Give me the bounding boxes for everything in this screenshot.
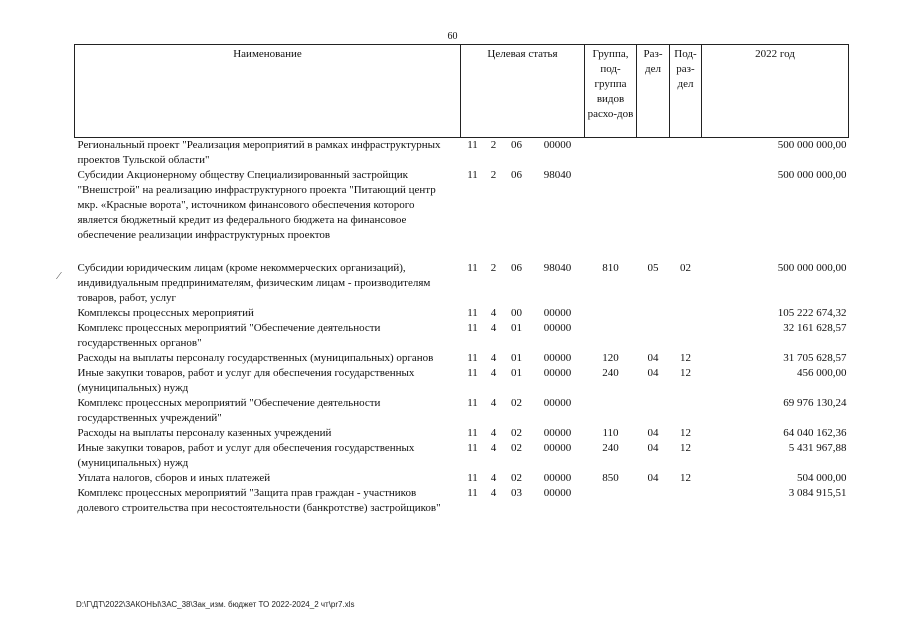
- target-code-3: 03: [511, 487, 522, 499]
- section-code: 04: [647, 367, 659, 379]
- target-code-4: 98040: [543, 169, 572, 181]
- target-code-3: 06: [511, 262, 522, 274]
- subsection-code: 12: [680, 442, 691, 454]
- target-code-2: 2: [490, 169, 497, 181]
- expense-group: [585, 168, 637, 261]
- target-code-4: 00000: [543, 307, 572, 319]
- section-code: [637, 486, 670, 516]
- table-row: [75, 396, 849, 426]
- page-number: 60: [447, 31, 458, 42]
- target-code-4: 00000: [543, 472, 572, 484]
- target-code-3: 02: [511, 397, 522, 409]
- header-expense-group: Группа, под-группа видов расхо-дов: [585, 45, 637, 138]
- expense-group: 850: [602, 472, 619, 484]
- row-name: Уплата налогов, сборов и иных платежей: [77, 472, 271, 484]
- target-code-3: 06: [511, 139, 522, 151]
- header-subsection: Под-раз-дел: [670, 45, 702, 138]
- expense-group: [585, 486, 637, 516]
- target-code-1: 11: [467, 352, 478, 364]
- target-code-3: 02: [511, 442, 522, 454]
- row-name: Расходы на выплаты персоналу казенных учреждений: [77, 427, 332, 439]
- amount-2022: 105 222 674,32: [777, 307, 847, 319]
- target-code-4: 98040: [543, 262, 572, 274]
- target-code-1: 11: [467, 442, 478, 454]
- target-code-4: 00000: [543, 367, 572, 379]
- expense-group: 120: [602, 352, 619, 364]
- target-code-4: 00000: [543, 397, 572, 409]
- target-code-1: 11: [467, 397, 478, 409]
- row-name: Комплексы процессных мероприятий: [77, 307, 254, 319]
- row-name: Региональный проект "Реализация мероприятий в рамках инфраструктурных проектов Тульской области": [77, 139, 441, 166]
- scan-artifact: ⁄: [58, 270, 60, 282]
- subsection-code: [670, 138, 702, 169]
- table-row: [75, 351, 849, 366]
- expense-group: [585, 321, 637, 351]
- header-name: Наименование: [75, 45, 461, 138]
- row-name: Комплекс процессных мероприятий "Обеспечение деятельности государственных учреждений": [77, 397, 381, 424]
- footer-file-path: D:\Г\ДТ\2022\ЗАКОНЫ\ЗАС_38\Зак_изм. бюджет ТО 2022-2024_2 чт\pr7.xls: [76, 600, 355, 609]
- table-row: [75, 426, 849, 441]
- target-code-2: 2: [490, 139, 497, 151]
- section-code: [637, 168, 670, 261]
- expense-group: 240: [602, 442, 619, 454]
- section-code: 04: [647, 442, 659, 454]
- target-code-1: 11: [467, 139, 478, 151]
- target-code-2: 4: [490, 442, 497, 454]
- target-code-1: 11: [467, 169, 478, 181]
- row-name: Субсидии Акционерному обществу Специализированный застройщик "Внешстрой" на реализацию инфраструктурного проекта "Питающий центр мкр. «Красные ворота", источником финансового обеспечения которого является бюджетный кредит из федерального бюджета на финансовое обеспечение реализации инфраструктурных проектов: [77, 169, 436, 241]
- subsection-code: 12: [680, 352, 691, 364]
- subsection-code: 12: [680, 427, 691, 439]
- target-code-2: 4: [490, 352, 497, 364]
- amount-2022: 5 431 967,88: [788, 442, 847, 454]
- table-body: [75, 138, 849, 517]
- section-code: [637, 138, 670, 169]
- section-code: [637, 306, 670, 321]
- target-code-1: 11: [467, 262, 478, 274]
- subsection-code: [670, 321, 702, 351]
- target-code-2: 4: [490, 307, 497, 319]
- table-row: [75, 471, 849, 486]
- section-code: [637, 396, 670, 426]
- section-code: [637, 321, 670, 351]
- target-code-3: 01: [511, 322, 522, 334]
- subsection-code: 12: [680, 367, 691, 379]
- target-code-1: 11: [467, 307, 478, 319]
- header-year: 2022 год: [702, 45, 849, 138]
- row-name: Комплекс процессных мероприятий "Обеспечение деятельности государственных органов": [77, 322, 381, 349]
- row-name: Расходы на выплаты персоналу государственных (муниципальных) органов: [77, 352, 434, 364]
- expense-group: 810: [602, 262, 619, 274]
- amount-2022: 456 000,00: [797, 367, 847, 379]
- section-code: 04: [647, 472, 659, 484]
- amount-2022: 500 000 000,00: [777, 262, 847, 274]
- target-code-4: 00000: [543, 322, 572, 334]
- amount-2022: 31 705 628,57: [783, 352, 847, 364]
- section-code: 04: [647, 352, 659, 364]
- table-header-row: [75, 45, 849, 138]
- target-code-2: 2: [490, 262, 497, 274]
- amount-2022: 3 084 915,51: [788, 487, 847, 499]
- row-name: Иные закупки товаров, работ и услуг для обеспечения государственных (муниципальных) нужд: [77, 367, 415, 394]
- subsection-code: 12: [680, 472, 691, 484]
- target-code-3: 00: [511, 307, 522, 319]
- target-code-1: 11: [467, 487, 478, 499]
- target-code-1: 11: [467, 427, 478, 439]
- target-code-2: 4: [490, 322, 497, 334]
- section-code: 04: [647, 427, 659, 439]
- section-code: 05: [647, 262, 659, 274]
- subsection-code: 02: [680, 262, 691, 274]
- expense-group: 240: [602, 367, 619, 379]
- subsection-code: [670, 396, 702, 426]
- target-code-3: 06: [511, 169, 522, 181]
- amount-2022: 500 000 000,00: [777, 169, 847, 181]
- target-code-4: 00000: [543, 487, 572, 499]
- target-code-3: 02: [511, 427, 522, 439]
- target-code-2: 4: [490, 487, 497, 499]
- table-row: [75, 441, 849, 471]
- target-code-4: 00000: [543, 442, 572, 454]
- expense-group: [585, 306, 637, 321]
- amount-2022: 69 976 130,24: [783, 397, 847, 409]
- target-code-4: 00000: [543, 139, 572, 151]
- budget-table: [74, 44, 849, 516]
- table-row: [75, 168, 849, 261]
- table-row: [75, 138, 849, 169]
- subsection-code: [670, 168, 702, 261]
- row-name: Субсидии юридическим лицам (кроме некоммерческих организаций), индивидуальным предпринимателям, физическим лицам - производителям товаров, работ, услуг: [77, 262, 431, 304]
- target-code-2: 4: [490, 472, 497, 484]
- target-code-2: 4: [490, 367, 497, 379]
- target-code-1: 11: [467, 322, 478, 334]
- row-name: Иные закупки товаров, работ и услуг для обеспечения государственных (муниципальных) нужд: [77, 442, 415, 469]
- subsection-code: [670, 486, 702, 516]
- table-row: [75, 321, 849, 351]
- target-code-3: 01: [511, 352, 522, 364]
- target-code-3: 02: [511, 472, 522, 484]
- table-row: [75, 486, 849, 516]
- target-code-4: 00000: [543, 427, 572, 439]
- amount-2022: 500 000 000,00: [777, 139, 847, 151]
- table-row: [75, 306, 849, 321]
- amount-2022: 504 000,00: [797, 472, 847, 484]
- expense-group: 110: [602, 427, 619, 439]
- table-row: [75, 366, 849, 396]
- row-name: Комплекс процессных мероприятий "Защита прав граждан - участников долевого строительства при несостоятельности (банкротстве) застройщиков": [77, 487, 441, 514]
- header-section: Раз-дел: [637, 45, 670, 138]
- header-target-article: Целевая статья: [461, 45, 585, 138]
- target-code-3: 01: [511, 367, 522, 379]
- expense-group: [585, 396, 637, 426]
- subsection-code: [670, 306, 702, 321]
- target-code-2: 4: [490, 427, 497, 439]
- amount-2022: 32 161 628,57: [783, 322, 847, 334]
- amount-2022: 64 040 162,36: [783, 427, 847, 439]
- expense-group: [585, 138, 637, 169]
- table-row: [75, 261, 849, 306]
- target-code-1: 11: [467, 367, 478, 379]
- target-code-2: 4: [490, 397, 497, 409]
- target-code-1: 11: [467, 472, 478, 484]
- target-code-4: 00000: [543, 352, 572, 364]
